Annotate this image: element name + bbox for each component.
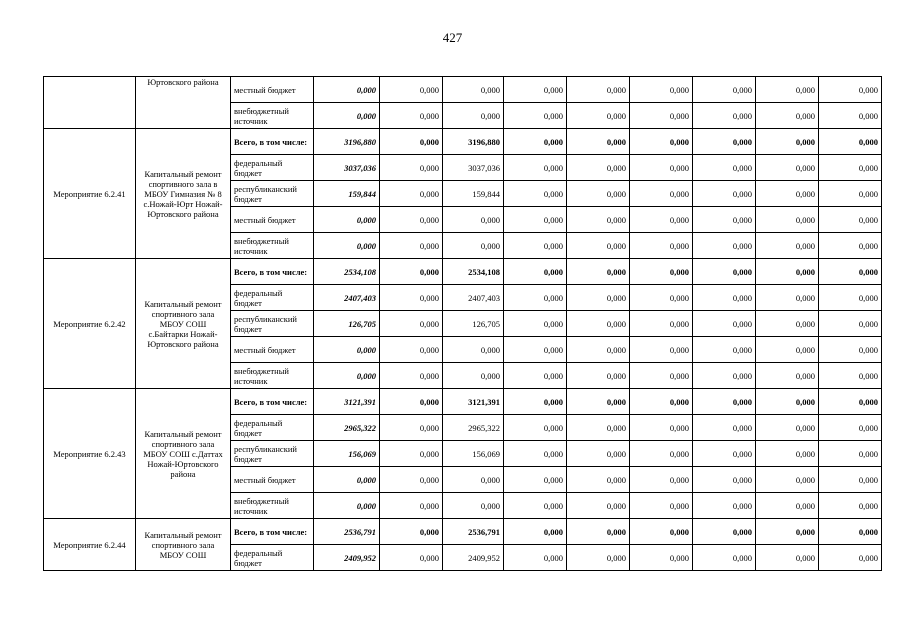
value-cell: 0,000 — [693, 207, 756, 233]
value-cell: 0,000 — [756, 233, 819, 259]
value-cell: 0,000 — [567, 233, 630, 259]
funding-source-cell: внебюджетный источник — [231, 103, 314, 129]
funding-source-cell: республиканский бюджет — [231, 181, 314, 207]
total-cell: 0,000 — [314, 233, 380, 259]
value-cell: 0,000 — [630, 363, 693, 389]
value-cell: 0,000 — [504, 493, 567, 519]
value-cell: 0,000 — [630, 207, 693, 233]
event-name-cell: Юртовского района — [136, 77, 231, 129]
event-name-cell: Капитальный ремонт спортивного зала МБОУ СОШ с.Байтарки Ножай-Юртовского района — [136, 259, 231, 389]
value-cell: 0,000 — [380, 155, 443, 181]
value-cell: 0,000 — [630, 311, 693, 337]
value-cell: 0,000 — [756, 441, 819, 467]
value-cell: 0,000 — [819, 545, 882, 571]
value-cell: 3037,036 — [443, 155, 504, 181]
value-cell: 0,000 — [693, 337, 756, 363]
table-row — [44, 389, 882, 415]
value-cell: 0,000 — [630, 285, 693, 311]
funding-source-cell: внебюджетный источник — [231, 493, 314, 519]
total-cell: 0,000 — [314, 467, 380, 493]
value-cell: 0,000 — [819, 181, 882, 207]
funding-source-cell: местный бюджет — [231, 207, 314, 233]
total-cell: 126,705 — [314, 311, 380, 337]
value-cell: 0,000 — [756, 77, 819, 103]
value-cell: 2409,952 — [443, 545, 504, 571]
value-cell: 0,000 — [443, 363, 504, 389]
value-cell: 0,000 — [819, 77, 882, 103]
value-cell: 0,000 — [819, 155, 882, 181]
value-cell: 0,000 — [630, 493, 693, 519]
value-cell: 0,000 — [693, 519, 756, 545]
funding-source-cell: федеральный бюджет — [231, 415, 314, 441]
funding-source-cell: федеральный бюджет — [231, 545, 314, 571]
value-cell: 0,000 — [756, 285, 819, 311]
funding-source-cell: республиканский бюджет — [231, 311, 314, 337]
value-cell: 0,000 — [380, 259, 443, 285]
value-cell: 0,000 — [504, 207, 567, 233]
funding-source-cell: внебюджетный источник — [231, 233, 314, 259]
funding-source-cell: внебюджетный источник — [231, 363, 314, 389]
value-cell: 0,000 — [819, 207, 882, 233]
value-cell: 0,000 — [819, 103, 882, 129]
funding-source-cell: Всего, в том числе: — [231, 129, 314, 155]
value-cell: 0,000 — [567, 415, 630, 441]
value-cell: 0,000 — [504, 233, 567, 259]
value-cell: 0,000 — [504, 415, 567, 441]
value-cell: 159,844 — [443, 181, 504, 207]
value-cell: 0,000 — [756, 103, 819, 129]
value-cell: 0,000 — [380, 441, 443, 467]
value-cell: 0,000 — [443, 103, 504, 129]
total-cell: 0,000 — [314, 493, 380, 519]
value-cell: 0,000 — [819, 415, 882, 441]
total-cell: 2536,791 — [314, 519, 380, 545]
value-cell: 0,000 — [380, 467, 443, 493]
value-cell: 0,000 — [504, 389, 567, 415]
value-cell: 0,000 — [504, 519, 567, 545]
value-cell: 0,000 — [693, 233, 756, 259]
value-cell: 0,000 — [504, 155, 567, 181]
value-cell: 0,000 — [693, 103, 756, 129]
value-cell: 2407,403 — [443, 285, 504, 311]
value-cell: 0,000 — [504, 337, 567, 363]
value-cell: 0,000 — [504, 363, 567, 389]
value-cell: 0,000 — [693, 259, 756, 285]
value-cell: 0,000 — [380, 285, 443, 311]
event-cell — [44, 77, 136, 129]
value-cell: 0,000 — [693, 363, 756, 389]
value-cell: 156,069 — [443, 441, 504, 467]
total-cell: 2409,952 — [314, 545, 380, 571]
value-cell: 0,000 — [567, 389, 630, 415]
value-cell: 0,000 — [756, 259, 819, 285]
total-cell: 3121,391 — [314, 389, 380, 415]
value-cell: 0,000 — [630, 467, 693, 493]
value-cell: 0,000 — [630, 337, 693, 363]
value-cell: 0,000 — [819, 389, 882, 415]
value-cell: 0,000 — [756, 129, 819, 155]
value-cell: 0,000 — [693, 545, 756, 571]
value-cell: 0,000 — [504, 181, 567, 207]
value-cell: 0,000 — [630, 259, 693, 285]
event-cell: Мероприятие 6.2.44 — [44, 519, 136, 571]
value-cell: 0,000 — [567, 103, 630, 129]
value-cell: 0,000 — [504, 545, 567, 571]
value-cell: 0,000 — [380, 519, 443, 545]
funding-source-cell: Всего, в том числе: — [231, 389, 314, 415]
value-cell: 0,000 — [630, 441, 693, 467]
value-cell: 0,000 — [567, 155, 630, 181]
value-cell: 0,000 — [504, 259, 567, 285]
funding-source-cell: Всего, в том числе: — [231, 519, 314, 545]
value-cell: 0,000 — [693, 285, 756, 311]
value-cell: 0,000 — [443, 493, 504, 519]
total-cell: 159,844 — [314, 181, 380, 207]
value-cell: 0,000 — [567, 493, 630, 519]
value-cell: 0,000 — [504, 285, 567, 311]
value-cell: 0,000 — [504, 129, 567, 155]
value-cell: 0,000 — [756, 415, 819, 441]
value-cell: 0,000 — [756, 545, 819, 571]
total-cell: 2407,403 — [314, 285, 380, 311]
value-cell: 0,000 — [380, 337, 443, 363]
total-cell: 0,000 — [314, 103, 380, 129]
value-cell: 0,000 — [693, 129, 756, 155]
funding-source-cell: федеральный бюджет — [231, 155, 314, 181]
value-cell: 0,000 — [567, 285, 630, 311]
value-cell: 0,000 — [756, 389, 819, 415]
value-cell: 0,000 — [380, 77, 443, 103]
value-cell: 0,000 — [693, 311, 756, 337]
value-cell: 0,000 — [567, 259, 630, 285]
table-row — [44, 259, 882, 285]
value-cell: 0,000 — [630, 545, 693, 571]
total-cell: 3037,036 — [314, 155, 380, 181]
value-cell: 0,000 — [380, 545, 443, 571]
value-cell: 0,000 — [443, 77, 504, 103]
value-cell: 0,000 — [693, 441, 756, 467]
value-cell: 0,000 — [630, 103, 693, 129]
value-cell: 0,000 — [756, 311, 819, 337]
value-cell: 0,000 — [380, 415, 443, 441]
event-name-cell: Капитальный ремонт спортивного зала МБОУ СОШ — [136, 519, 231, 571]
value-cell: 0,000 — [693, 493, 756, 519]
funding-source-cell: Всего, в том числе: — [231, 259, 314, 285]
value-cell: 3121,391 — [443, 389, 504, 415]
value-cell: 0,000 — [756, 207, 819, 233]
value-cell: 0,000 — [504, 103, 567, 129]
value-cell: 0,000 — [567, 77, 630, 103]
value-cell: 0,000 — [504, 441, 567, 467]
event-cell: Мероприятие 6.2.41 — [44, 129, 136, 259]
value-cell: 0,000 — [567, 311, 630, 337]
value-cell: 0,000 — [380, 103, 443, 129]
value-cell: 0,000 — [756, 337, 819, 363]
value-cell: 0,000 — [567, 467, 630, 493]
value-cell: 0,000 — [693, 415, 756, 441]
total-cell: 156,069 — [314, 441, 380, 467]
value-cell: 0,000 — [567, 519, 630, 545]
value-cell: 0,000 — [567, 207, 630, 233]
total-cell: 0,000 — [314, 77, 380, 103]
value-cell: 0,000 — [819, 441, 882, 467]
value-cell: 2536,791 — [443, 519, 504, 545]
total-cell: 3196,880 — [314, 129, 380, 155]
value-cell: 0,000 — [693, 389, 756, 415]
value-cell: 0,000 — [567, 337, 630, 363]
value-cell: 0,000 — [504, 467, 567, 493]
event-name-cell: Капитальный ремонт спортивного зала МБОУ СОШ с.Даттах Ножай-Юртовского района — [136, 389, 231, 519]
value-cell: 0,000 — [380, 207, 443, 233]
value-cell: 0,000 — [756, 181, 819, 207]
total-cell: 2965,322 — [314, 415, 380, 441]
page-number: 427 — [442, 30, 463, 45]
value-cell: 0,000 — [630, 155, 693, 181]
value-cell: 0,000 — [756, 363, 819, 389]
value-cell: 0,000 — [819, 259, 882, 285]
value-cell: 0,000 — [567, 441, 630, 467]
total-cell: 0,000 — [314, 337, 380, 363]
value-cell: 0,000 — [630, 181, 693, 207]
value-cell: 0,000 — [567, 363, 630, 389]
value-cell: 2965,322 — [443, 415, 504, 441]
table-row — [44, 519, 882, 545]
value-cell: 0,000 — [819, 129, 882, 155]
value-cell: 0,000 — [380, 311, 443, 337]
value-cell: 0,000 — [504, 311, 567, 337]
value-cell: 0,000 — [819, 311, 882, 337]
value-cell: 0,000 — [380, 129, 443, 155]
table-row — [44, 77, 882, 103]
value-cell: 0,000 — [443, 207, 504, 233]
value-cell: 126,705 — [443, 311, 504, 337]
value-cell: 0,000 — [819, 519, 882, 545]
value-cell: 0,000 — [630, 233, 693, 259]
value-cell: 0,000 — [630, 519, 693, 545]
value-cell: 2534,108 — [443, 259, 504, 285]
funding-source-cell: местный бюджет — [231, 467, 314, 493]
total-cell: 0,000 — [314, 363, 380, 389]
value-cell: 0,000 — [756, 155, 819, 181]
value-cell: 0,000 — [693, 155, 756, 181]
total-cell: 2534,108 — [314, 259, 380, 285]
value-cell: 0,000 — [756, 519, 819, 545]
funding-source-cell: федеральный бюджет — [231, 285, 314, 311]
value-cell: 0,000 — [819, 233, 882, 259]
budget-table — [43, 76, 882, 571]
funding-source-cell: местный бюджет — [231, 337, 314, 363]
value-cell: 0,000 — [756, 493, 819, 519]
value-cell: 0,000 — [443, 467, 504, 493]
value-cell: 0,000 — [693, 181, 756, 207]
event-name-cell: Капитальный ремонт спортивного зала в МБОУ Гимназия № 8 с.Ножай-Юрт Ножай-Юртовского района — [136, 129, 231, 259]
value-cell: 0,000 — [819, 285, 882, 311]
funding-source-cell: местный бюджет — [231, 77, 314, 103]
value-cell: 0,000 — [630, 389, 693, 415]
value-cell: 0,000 — [380, 389, 443, 415]
value-cell: 0,000 — [819, 467, 882, 493]
value-cell: 0,000 — [443, 233, 504, 259]
value-cell: 0,000 — [819, 363, 882, 389]
value-cell: 0,000 — [630, 415, 693, 441]
total-cell: 0,000 — [314, 207, 380, 233]
value-cell: 3196,880 — [443, 129, 504, 155]
value-cell: 0,000 — [380, 493, 443, 519]
value-cell: 0,000 — [693, 77, 756, 103]
table-row — [44, 129, 882, 155]
value-cell: 0,000 — [630, 129, 693, 155]
value-cell: 0,000 — [693, 467, 756, 493]
value-cell: 0,000 — [567, 129, 630, 155]
value-cell: 0,000 — [380, 181, 443, 207]
value-cell: 0,000 — [819, 337, 882, 363]
value-cell: 0,000 — [819, 493, 882, 519]
value-cell: 0,000 — [380, 233, 443, 259]
value-cell: 0,000 — [567, 181, 630, 207]
event-cell: Мероприятие 6.2.42 — [44, 259, 136, 389]
funding-source-cell: республиканский бюджет — [231, 441, 314, 467]
value-cell: 0,000 — [443, 337, 504, 363]
value-cell: 0,000 — [504, 77, 567, 103]
value-cell: 0,000 — [380, 363, 443, 389]
value-cell: 0,000 — [567, 545, 630, 571]
event-cell: Мероприятие 6.2.43 — [44, 389, 136, 519]
value-cell: 0,000 — [756, 467, 819, 493]
value-cell: 0,000 — [630, 77, 693, 103]
